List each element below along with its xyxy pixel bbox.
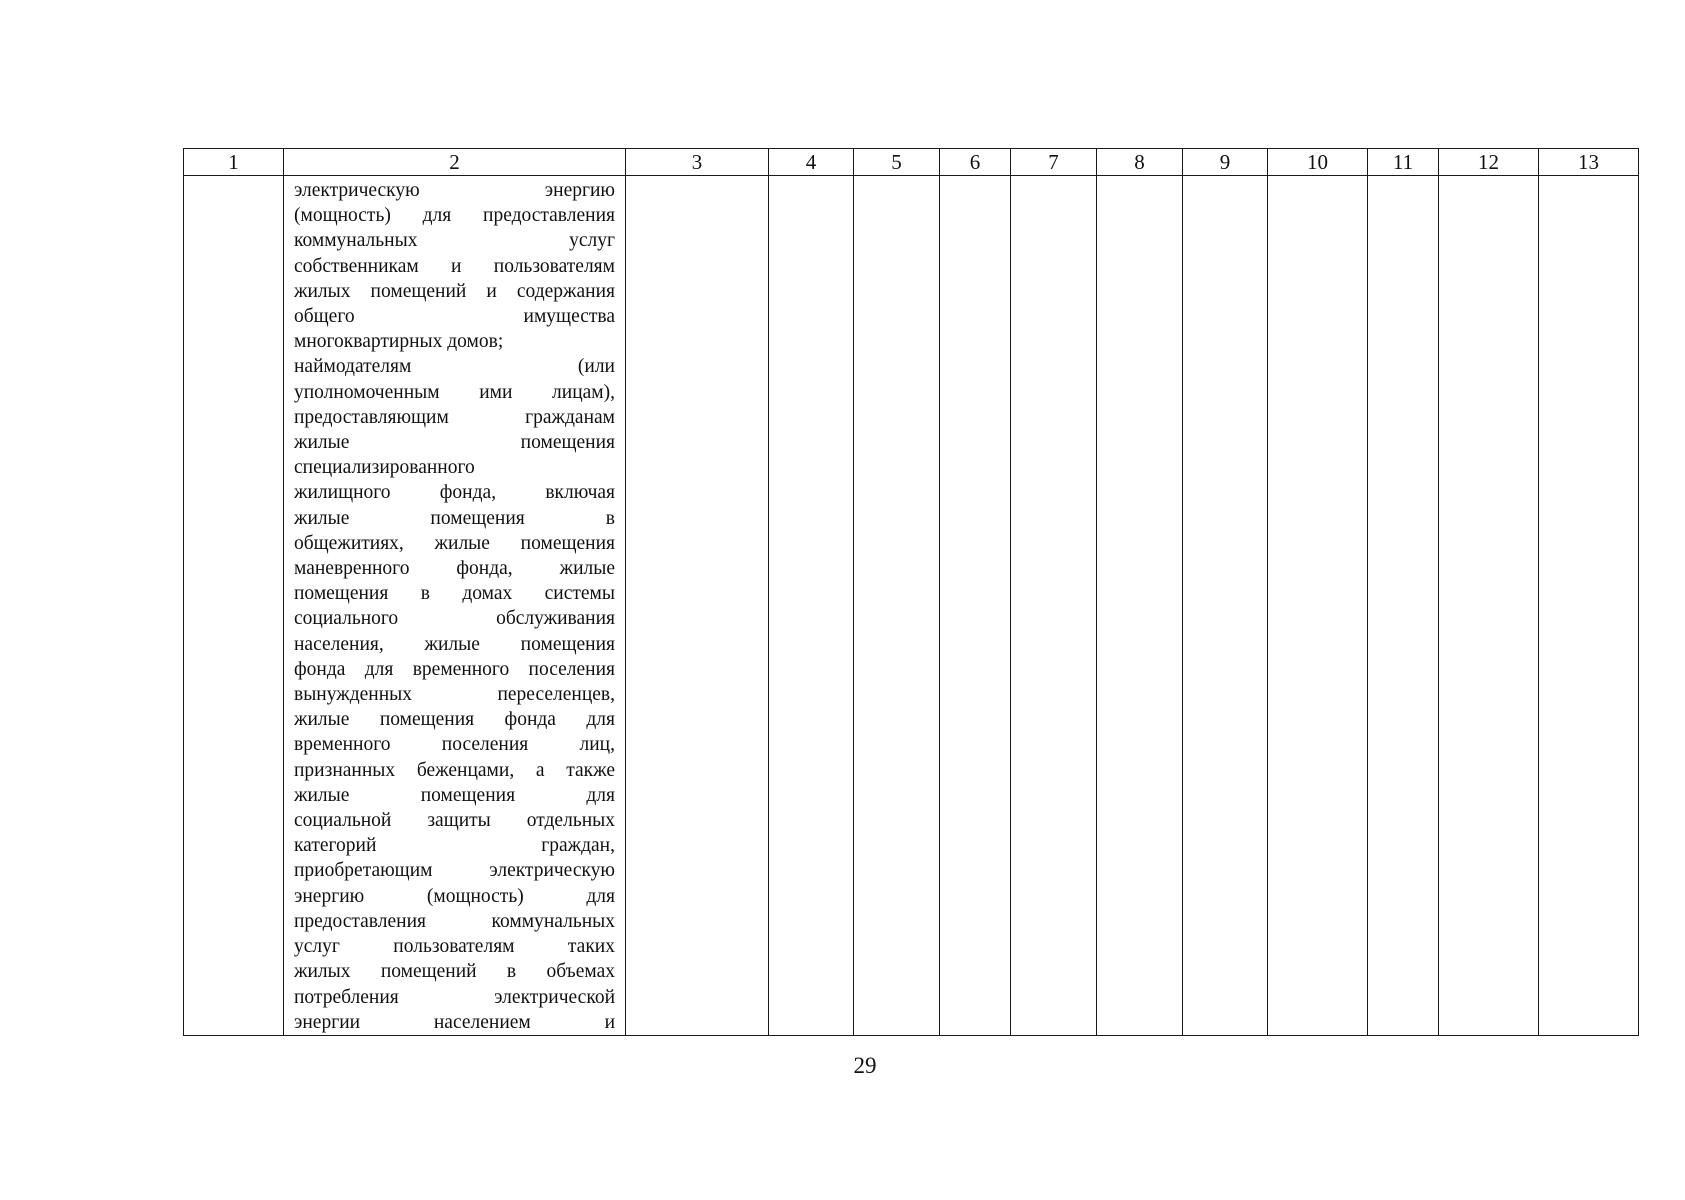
description-line: предоставляющим гражданам — [294, 406, 615, 428]
description-line: признанных беженцами, а также — [294, 759, 615, 781]
document-table — [183, 148, 1639, 1036]
description-text — [294, 178, 615, 1035]
cell-col-1 — [184, 176, 284, 1036]
description-line: жилые помещения в — [294, 507, 615, 529]
description-line: (мощность) для предоставления — [294, 205, 615, 227]
description-line: жилые помещения — [294, 432, 615, 454]
description-line: общежитиях, жилые помещения — [294, 532, 615, 554]
cell-col-7 — [1011, 176, 1097, 1036]
description-line: энергии населением и — [294, 1011, 615, 1033]
column-header-11: 11 — [1368, 149, 1439, 176]
description-line: жилых помещений в объемах — [294, 961, 615, 983]
page-number: 29 — [853, 1053, 877, 1078]
cell-col-10 — [1268, 176, 1368, 1036]
description-line: многоквартирных домов; — [294, 331, 504, 353]
description-line: наймодателям (или — [294, 356, 615, 378]
description-line: социального обслуживания — [294, 608, 615, 630]
table-row — [184, 176, 1639, 1036]
description-line: категорий граждан, — [294, 835, 615, 857]
description-line: населения, жилые помещения — [294, 633, 615, 655]
description-line: временного поселения лиц, — [294, 734, 615, 756]
column-header-3: 3 — [626, 149, 769, 176]
cell-col-4 — [769, 176, 854, 1036]
cell-col-9 — [1183, 176, 1268, 1036]
column-header-10: 10 — [1268, 149, 1368, 176]
description-cell — [284, 176, 626, 1036]
description-line: потребления электрической — [294, 986, 615, 1008]
description-line: специализированного — [294, 457, 475, 479]
description-line: энергию (мощность) для — [294, 885, 615, 907]
cell-col-5 — [854, 176, 940, 1036]
description-line: собственникам и пользователям — [294, 255, 615, 277]
cell-col-12 — [1439, 176, 1539, 1036]
description-line: предоставления коммунальных — [294, 910, 615, 932]
column-header-2: 2 — [284, 149, 626, 176]
cell-col-8 — [1097, 176, 1183, 1036]
description-line: жилые помещения для — [294, 784, 615, 806]
description-line: вынужденных переселенцев, — [294, 684, 615, 706]
description-line: коммунальных услуг — [294, 230, 615, 252]
description-line: приобретающим электрическую — [294, 860, 615, 882]
column-header-5: 5 — [854, 149, 940, 176]
description-line: социальной защиты отдельных — [294, 810, 615, 832]
description-line: жилые помещения фонда для — [294, 709, 615, 731]
column-header-9: 9 — [1183, 149, 1268, 176]
cell-col-6 — [940, 176, 1011, 1036]
column-header-13: 13 — [1539, 149, 1639, 176]
column-header-1: 1 — [184, 149, 284, 176]
table-header-row — [184, 149, 1639, 176]
description-line: помещения в домах системы — [294, 583, 615, 605]
cell-col-11 — [1368, 176, 1439, 1036]
cell-col-3 — [626, 176, 769, 1036]
description-line: услуг пользователям таких — [294, 936, 615, 958]
column-header-12: 12 — [1439, 149, 1539, 176]
cell-col-13 — [1539, 176, 1639, 1036]
description-line: жилых помещений и содержания — [294, 280, 615, 302]
description-line: электрическую энергию — [294, 180, 615, 201]
column-header-4: 4 — [769, 149, 854, 176]
column-header-6: 6 — [940, 149, 1011, 176]
description-line: уполномоченным ими лицам), — [294, 381, 615, 403]
description-line: жилищного фонда, включая — [294, 482, 615, 504]
column-header-8: 8 — [1097, 149, 1183, 176]
description-line: маневренного фонда, жилые — [294, 558, 615, 580]
column-header-7: 7 — [1011, 149, 1097, 176]
description-line: общего имущества — [294, 306, 615, 328]
description-line: фонда для временного поселения — [294, 658, 615, 680]
